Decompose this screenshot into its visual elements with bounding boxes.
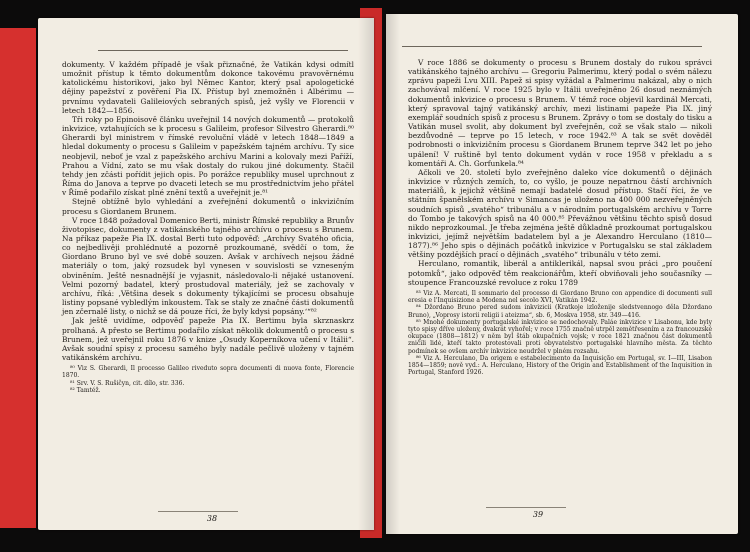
folio-rule [158, 511, 238, 512]
footnote: ⁸³ Viz A. Mercati, Il sommario del processo di Giordano Bruno con appendice di documenti sull eresia e l'Inquisizione a Modena nel secolo XVI, Vatikán 1942. [408, 289, 712, 305]
paragraph: V roce 1886 se dokumenty o procesu s Brunem dostaly do rukou správci vatikánského tajného archívu — Gregoriu Palmerimu, který podal o svém nálezu zprávu papeži Lvu XIII. Papež si spisy vyžádal a Palmerimu nakázal, aby o nich zachovával mlčení. V roce 1925 bylo v Itálii uveřejněno 26 dosud neznámých dokumentů inkvizice o procesu s Brunem. V témž roce objevil kardinál Mercati, který spravoval tajný vatikánský archív, mezi listinami papeže Pia IX. jiný exemplář soudních spisů z procesu s Brunem. Zprávy o tom se dostaly do tisku a Vatikán musel svolit, aby dokument byl zveřejněn, což se však stalo — nikoli bezdůvodně — teprve po 15 letech, v roce 1942.⁸³ A tak se svět dověděl podrobnosti o inkvizičním procesu s Giordanem Brunem teprve 342 let po jeho upálení! V ruštině byl tento dokument vydán v roce 1958 v překladu a s komentáři A. Ch. Gorfunkela.⁸⁴ [408, 58, 712, 168]
left-page-body [62, 60, 354, 394]
footnote: ⁸⁶ Viz A. Herculano, Da origem e estabelecimento da Inquisição em Portugal, sv. I—III, Lisabon 1854—1859; nově vyd.: A. Herculano, History of the Origin and Establishment of the Inquisition in Portugal, Stanford 1926. [408, 354, 712, 377]
header-rule [402, 46, 702, 47]
paragraph: Tři roky po Epinoisově článku uveřejnil 14 nových dokumentů — protokolů inkvizice, vztahujících se k procesu s Galileim, profesor Silvestro Gherardi.⁸⁰ Gherardi byl ministrem v římské revoluční vládě v letech 1848—1849 a hledal dokumenty o procesu s Galileim v papežském tajném archívu. Ty sice neobjevil, neboť je vzal z papežského archívu Marini a kolovaly mezi Paříží, Prahou a Vídní, zato se mu však dostaly do rukou jiné dokumenty. Stačil tehdy jen zčásti pořídit jejich opis. Po porážce republiky musel uprchnout z Říma do Janova a teprve po dvaceti letech se mu prostřednictvím jeho přátel v Římě podařilo získat plné znění textů a uveřejnit je.⁸¹ [62, 114, 354, 198]
footnotes [62, 365, 354, 394]
book-cover-edge [0, 28, 36, 528]
footnote: ⁸² Tamtéž. [70, 386, 101, 394]
footnote: ⁸⁴ Džordano Bruno pered sudom inkvizicii (Kratkoje izloženije sledstvennogo děla Džordano Bruno), „Voprosy istorii religii i ateizma“, sb. 6, Moskva 1958, str. 349—416. [408, 304, 712, 319]
paragraph: dokumenty. V každém případě je však přiznačné, že Vatikán kdysi odmítl umožnit přístup k těmto dokumentům dokonce takovému pravověrnému katolickému historikovi, jako byl Němec Kantor, který psal apologetické dějiny papežství z pověření Pia IX. Přístup byl znemožněn i Albérimu — prvnímu vydavateli Galileiových sebraných spisů, jež vyšly ve Florencii v letech 1842—1856. [62, 60, 354, 115]
header-rule [98, 50, 348, 51]
paragraph: V roce 1848 požadoval Domenico Berti, ministr Římské republiky a Brunův životopisec, dokumenty z vatikánského tajného archívu o procesu s Brunem. Na příkaz papeže Pia IX. dostal Berti tuto odpověď: „Archívy Svatého oficia, co nejbedlivěji prohlédnuté a pozorně prozkoumané, svědčí o tom, že Giordano Bruno byl ve své době souzen. Avšak v archívech nejsou žádné materiály o tom, jaký rozsudek byl vynesen v souvislosti se vzneseným obviněním. Ještě nesnadnější je vyjasnit, následovalo-li nějaké ustanovení. Velmi pozorný badatel, který prostudoval materiály, jež se zachovaly v archívu, říká: ‚Většina desek s dokumenty týkajícími se procesu obsahuje listiny popsané vybledlým inkoustem. Tak se staly ze značné části dokumentů jen zčernalé listy, o nichž se dá pouze říci, že byly kdysi popsány.‘“⁸² [62, 215, 354, 317]
paragraph: Jak ještě uvidíme, odpověď papeže Pia IX. Bertimu byla skrznaskrz prolhaná. A přesto se Bertimu podařilo získat několik dokumentů o procesu s Brunem, jež uveřejnil roku 1876 v knize „Osudy Koperníkova učení v Itálii“. Avšak soudní spisy z procesu samého byly nadále pečlivě uloženy v tajném vatikánském archívu. [62, 316, 354, 362]
left-page [38, 18, 374, 530]
right-page [386, 14, 738, 534]
paragraph: Herculano, romantik, liberál a antiklerikál, napsal svou práci „pro poučení potomků“, jako odpověď těm reakcionářům, kteří obviňovali jeho současníky — stoupence Francouzské revoluce z roku 1789 [408, 259, 712, 287]
footnotes [408, 290, 712, 376]
page-number: 38 [206, 514, 218, 523]
footnote: ⁸⁰ Viz S. Gherardi, Il processo Galileo riveduto sopra documenti di nuova fonte, Florencie 1870. [62, 365, 354, 380]
paragraph: Ačkoli ve 20. století bylo zveřejněno daleko více dokumentů o dějinách inkvizice v různých zemích, to, co vyšlo, je pouze nepatrnou částí archivních materiálů, k jejichž většině nemají badatelé dosud přístup. Stačí říci, že ve státním španělském archívu v Simancas je uloženo na 400 000 nezveřejněných soudních spisů „svatého“ tribunálu a v národním portugalském archívu v Torre do Tombo je takových spisů na 40 000.⁸⁵ Převážnou většinu těchto spisů dosud nikdo neprozkoumal. Je třeba zejména ještě důkladně prozkoumat portugalskou inkvizici, jejímž největším badatelem byl a je Alexandro Herculano (1810—1877).⁸⁶ Jeho spis o dějinách počátků inkvizice v Portugalsku se stal základem většiny pozdějších prací o dějinách „svatého“ tribunálu v této zemi. [408, 167, 712, 260]
paragraph: Stejně obtížně bylo vyhledání a zveřejnění dokumentů o inkvizičním procesu s Giordanem Brunem. [62, 197, 354, 216]
right-page-body [408, 58, 712, 376]
footnote: ⁸¹ Srv. V. S. Rušičyn, cit. dílo, str. 336. [70, 379, 185, 387]
folio-rule [486, 507, 566, 508]
page-number: 39 [532, 510, 544, 519]
footnote: ⁸⁵ Mnohé dokumenty portugalské inkvizice se nedochovaly. Paláe inkvizice v Lisabonu, kde byly tyto spisy dříve uloženy, dvakrát vyhořel; v roce 1755 značně utrpěl zemětřesením a za francouzské okupace (1808—1812) v něm byl štáb okupačních vojsk; v roce 1821 značnou část dokumentů zničili lidé, kteří takto protestovali proti obyvatelstvo portugalské hlavního města. Za těchto podmínek se ovšem archív inkvizice neudržel v plném rozsahu. [408, 318, 712, 355]
